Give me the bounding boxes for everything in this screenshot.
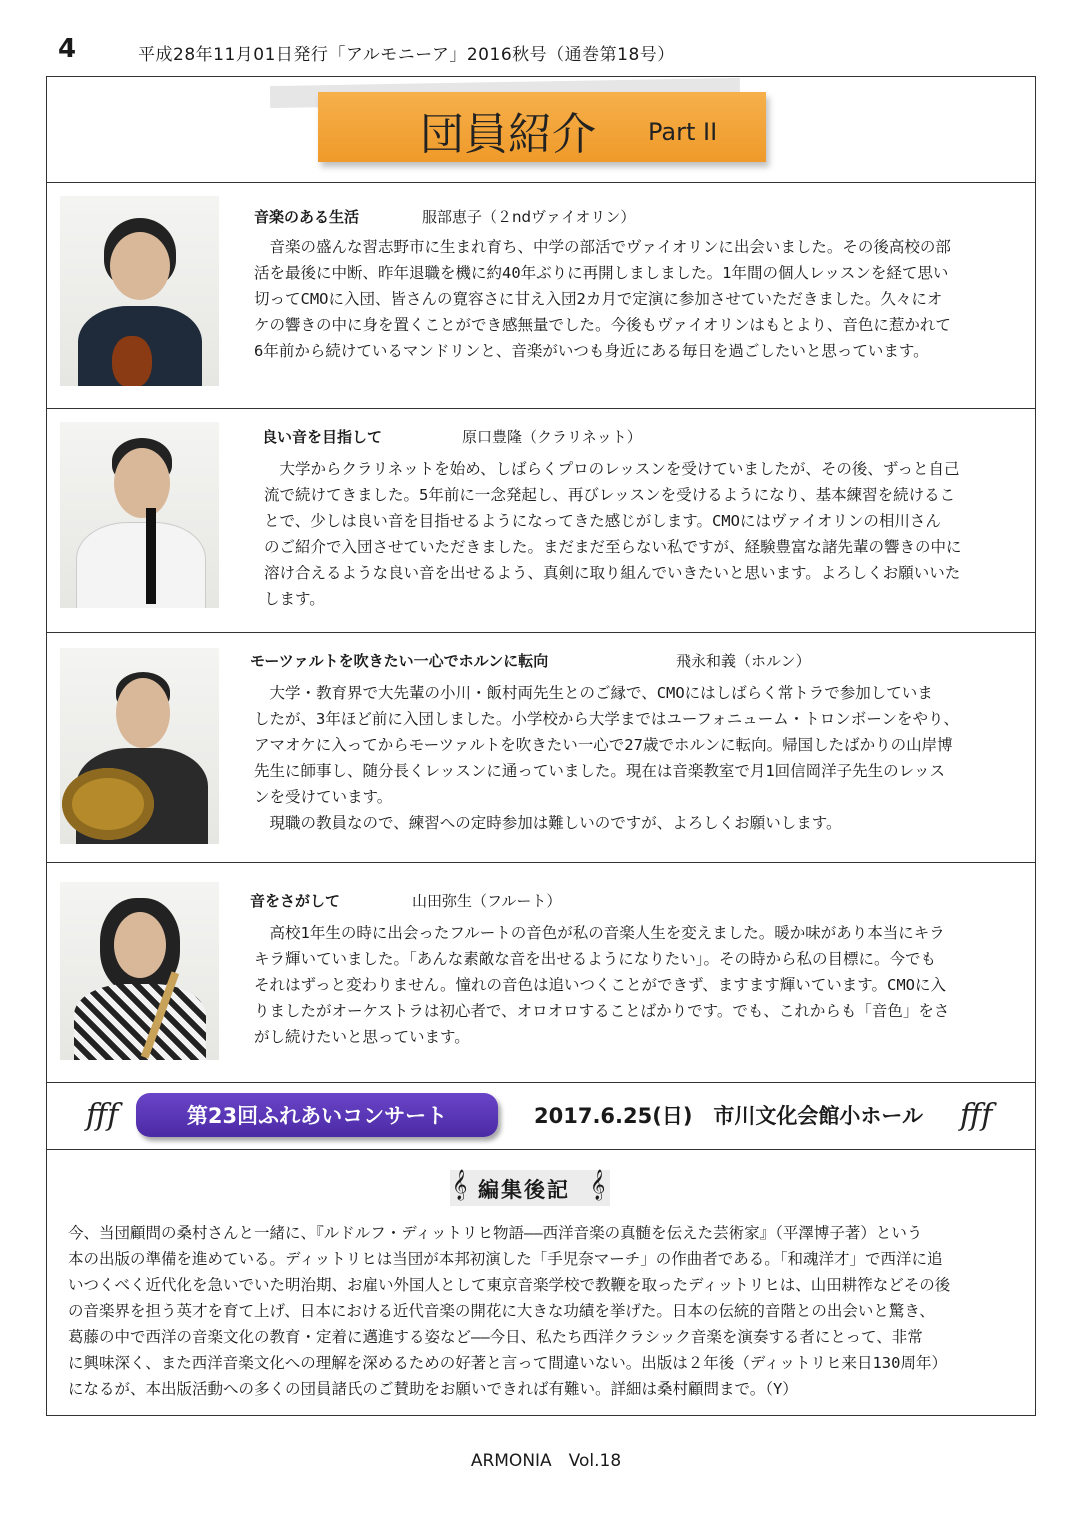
member-text: 高校1年生の時に出会ったフルートの音色が私の音楽人生を変えました。暖か味があり本当にキラ キラ輝いていました。「あんな素敵な音を出せるようになりたい」。その時から私の目標に。今でも それはずっと変わりません。憧れの音色は追いつくことができず、ますます輝いています。CMOに入 りましたがオーケストラは初心者で、オロオロすることばかりです。でも、これからも「音色」をさ がし続けたいと思っています。 <box>254 924 950 1046</box>
member-name: 服部恵子（２ndヴァイオリン） <box>422 208 636 226</box>
member-title: 音楽のある生活 <box>254 208 360 226</box>
member-card <box>46 632 1036 862</box>
page-number: 4 <box>58 34 77 64</box>
member-name: 飛永和義（ホルン） <box>676 652 811 670</box>
fortissimo-icon: fff <box>86 1098 119 1133</box>
member-title: 音をさがして <box>250 892 341 910</box>
member-photo <box>60 422 219 608</box>
editor-text: 今、当団顧問の桑村さんと一緒に、『ルドルフ・ディットリヒ物語――西洋音楽の真髄を伝えた芸術家』（平澤博子著）という 本の出版の準備を進めている。ディットリヒは当団が本邦初演した「手児奈マーチ」の作曲者である。「和魂洋才」で西洋に追 いつくべく近代化を急いでいた明治期、お雇い外国人として東京音楽学校で教鞭を取ったディットリヒは、山田耕筰などその後 の音楽界を担う英才を育て上げ、日本における近代音楽の開花に大きな功績を挙げた。日本の伝統的音階との出会いと驚き、 葛藤の中で西洋の音楽文化の教育・定着に邁進する姿など――今日、私たち西洋クラシック音楽を演奏する者にとって、非常 に興味深く、また西洋音楽文化への理解を深めるための好著と言って間違いない。出版は２年後（ディットリヒ来日130周年） になるが、本出版活動への多くの団員諸氏のご賛助をお願いできれば有難い。詳細は桑村顧問まで。（Y） <box>68 1224 951 1398</box>
footer: ARMONIA Vol.18 <box>470 1451 622 1471</box>
issue-line: 平成28年11月01日発行「アルモニーア」2016秋号（通巻第18号） <box>138 45 675 65</box>
fortissimo-icon: fff <box>960 1098 993 1133</box>
member-title: 良い音を目指して <box>262 428 383 446</box>
member-text: 大学・教育界で大先輩の小川・飯村両先生とのご縁で、CMOにはしばらく常トラで参加していま したが、3年ほど前に入団しました。小学校から大学まではユーフォニューム・トロンボーンをやり、 アマオケに入ってからモーツァルトを吹きたい一心で27歳でホルンに転向。帰国したばかりの山岸博 先生に師事し、随分長くレッスンに通っていました。現在は音楽教室で月1回信岡洋子先生のレッス ンを受けています。 現職の教員なので、練習への定時参加は難しいのですが、よろしくお願いします。 <box>254 684 959 832</box>
section-subtitle: Part II <box>648 118 718 146</box>
member-card <box>46 862 1036 1082</box>
member-title: モーツァルトを吹きたい一心でホルンに転向 <box>250 652 549 670</box>
section-title: 団員紹介 <box>420 109 596 160</box>
treble-clef-icon: 𝄞 <box>452 1170 468 1200</box>
member-photo <box>60 648 219 844</box>
member-text: 音楽の盛んな習志野市に生まれ育ち、中学の部活でヴァイオリンに出会いました。その後高校の部 活を最後に中断、昨年退職を機に約40年ぶりに再開しましました。1年間の個人レッスンを経て思い 切ってCMOに入団、皆さんの寛容さに甘え入団2カ月で定演に参加させていただきました。久々にオ ケの響きの中に身を置くことができ感無量でした。今後もヴァイオリンはもとより、音色に惹かれて 6年前から続けているマンドリンと、音楽がいつも身近にある毎日を過ごしたいと思っています。 <box>254 238 951 360</box>
member-photo <box>60 882 219 1060</box>
member-photo <box>60 196 219 386</box>
member-name: 山田弥生（フルート） <box>412 892 562 910</box>
treble-clef-icon: 𝄞 <box>590 1170 606 1200</box>
member-card <box>46 408 1036 632</box>
member-name: 原口豊隆（クラリネット） <box>462 428 642 446</box>
member-card <box>46 182 1036 408</box>
member-text: 大学からクラリネットを始め、しばらくプロのレッスンを受けていましたが、その後、ずっと自己 流で続けてきました。5年前に一念発起し、再びレッスンを受けるようになり、基本練習を続けるこ とで、少しは良い音を目指せるようになってきた感じがします。CMOにはヴァイオリンの相川さん のご紹介で入団させていただきました。まだまだ至らない私ですが、経験豊富な諸先輩の響きの中に 溶け合えるような良い音を出せるよう、真剣に取り組んでいきたいと思います。よろしくお願いいた します。 <box>264 460 962 608</box>
editor-title: 編集後記 <box>478 1178 570 1202</box>
concert-name: 第23回ふれあいコンサート <box>136 1093 498 1137</box>
concert-date-venue: 2017.6.25(日) 市川文化会館小ホール <box>534 1104 924 1128</box>
